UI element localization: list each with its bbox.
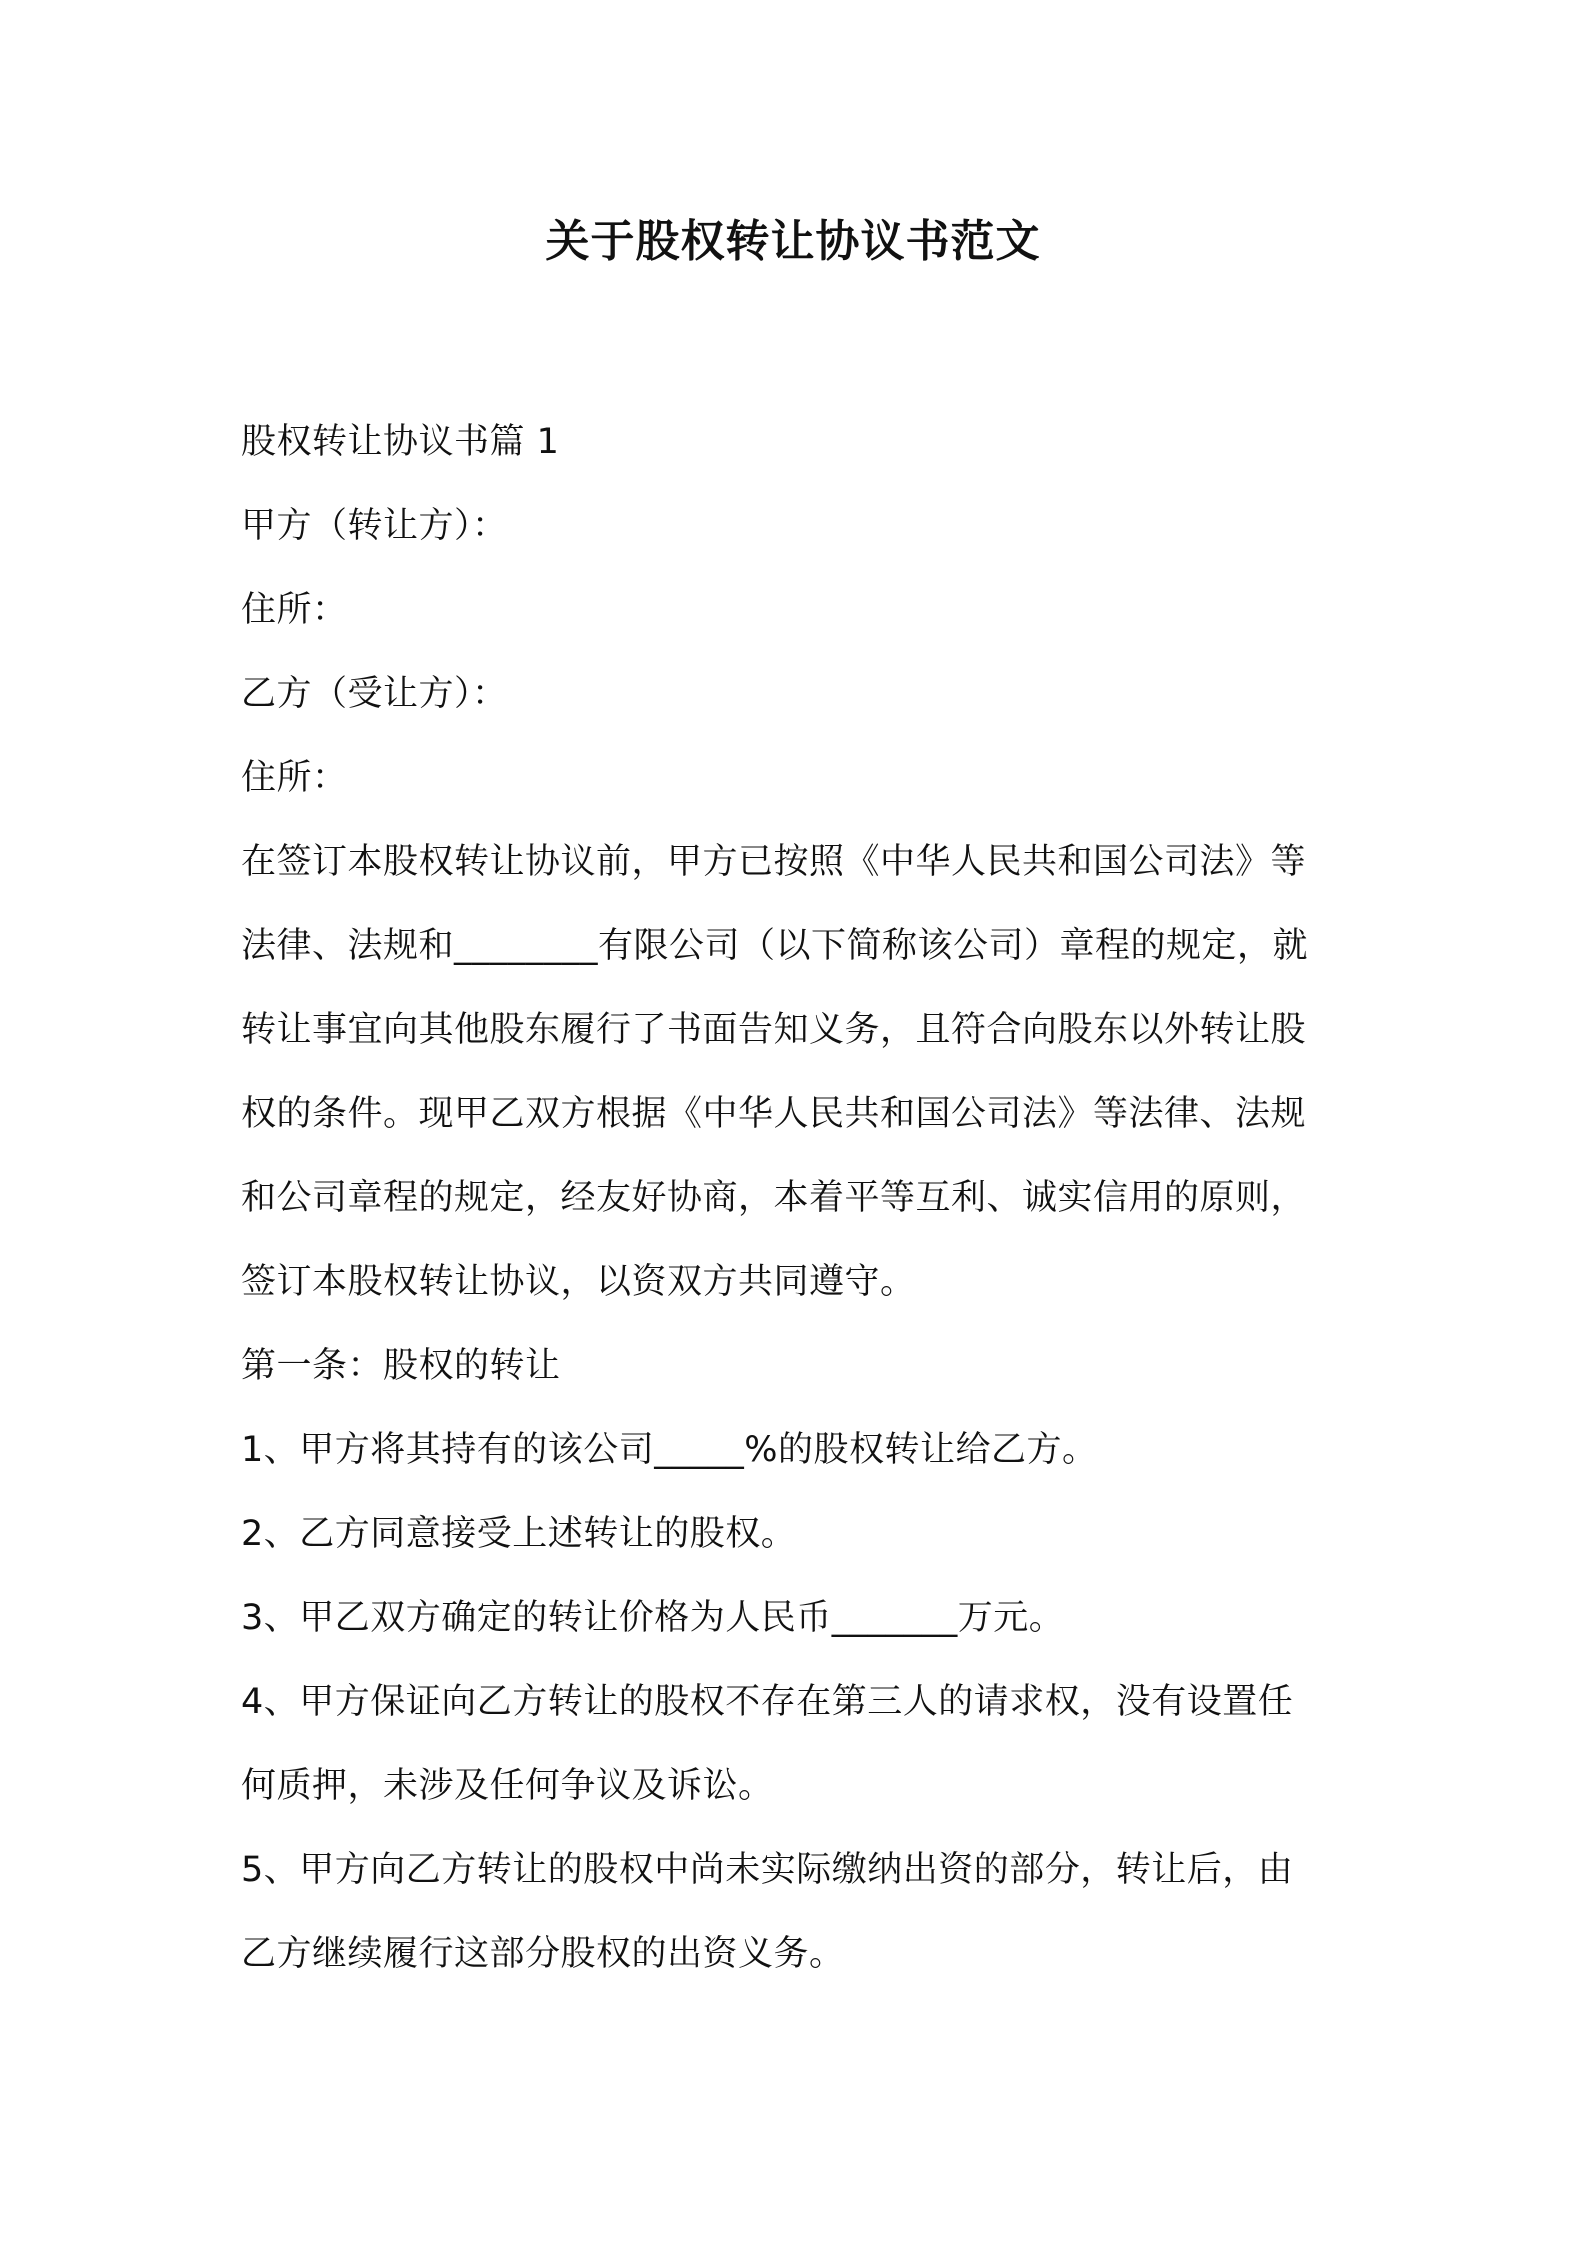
party-b-address-label: 住所： (241, 758, 348, 798)
document-title: 关于股权转让协议书范文 (545, 216, 1041, 267)
party-b-label: 乙方（受让方）： (241, 674, 508, 714)
clause-line: 乙方继续履行这部分股权的出资义务。 (241, 1934, 845, 1974)
preamble-line: 和公司章程的规定，经友好协商，本着平等互利、诚实信用的原则， (241, 1178, 1307, 1218)
preamble-line: 在签订本股权转让协议前，甲方已按照《中华人民共和国公司法》等 (241, 842, 1307, 882)
clause-line: 4、甲方保证向乙方转让的股权不存在第三人的请求权，没有设置任 (241, 1682, 1294, 1722)
preamble-line: 签订本股权转让协议，以资双方共同遵守。 (241, 1262, 916, 1302)
preamble-line: 法律、法规和________有限公司（以下简称该公司）章程的规定，就 (241, 926, 1309, 966)
document-body (241, 400, 1356, 1996)
preamble-line: 权的条件。现甲乙双方根据《中华人民共和国公司法》等法律、法规 (241, 1094, 1307, 1134)
party-a-address-label: 住所： (241, 590, 348, 630)
clause-line: 1、甲方将其持有的该公司_____%的股权转让给乙方。 (241, 1430, 1098, 1470)
party-a-label: 甲方（转让方）： (241, 506, 508, 546)
clause-line: 5、甲方向乙方转让的股权中尚未实际缴纳出资的部分，转让后，由 (241, 1850, 1294, 1890)
agreement-section-heading: 股权转让协议书篇 1 (241, 422, 560, 462)
article-heading: 第一条：股权的转让 (241, 1346, 561, 1386)
preamble-line: 转让事宜向其他股东履行了书面告知义务，且符合向股东以外转让股 (241, 1010, 1307, 1050)
clause-line: 2、乙方同意接受上述转让的股权。 (241, 1514, 797, 1554)
clause-line: 3、甲乙双方确定的转让价格为人民币_______万元。 (241, 1598, 1065, 1638)
clause-line: 何质押，未涉及任何争议及诉讼。 (241, 1766, 774, 1806)
